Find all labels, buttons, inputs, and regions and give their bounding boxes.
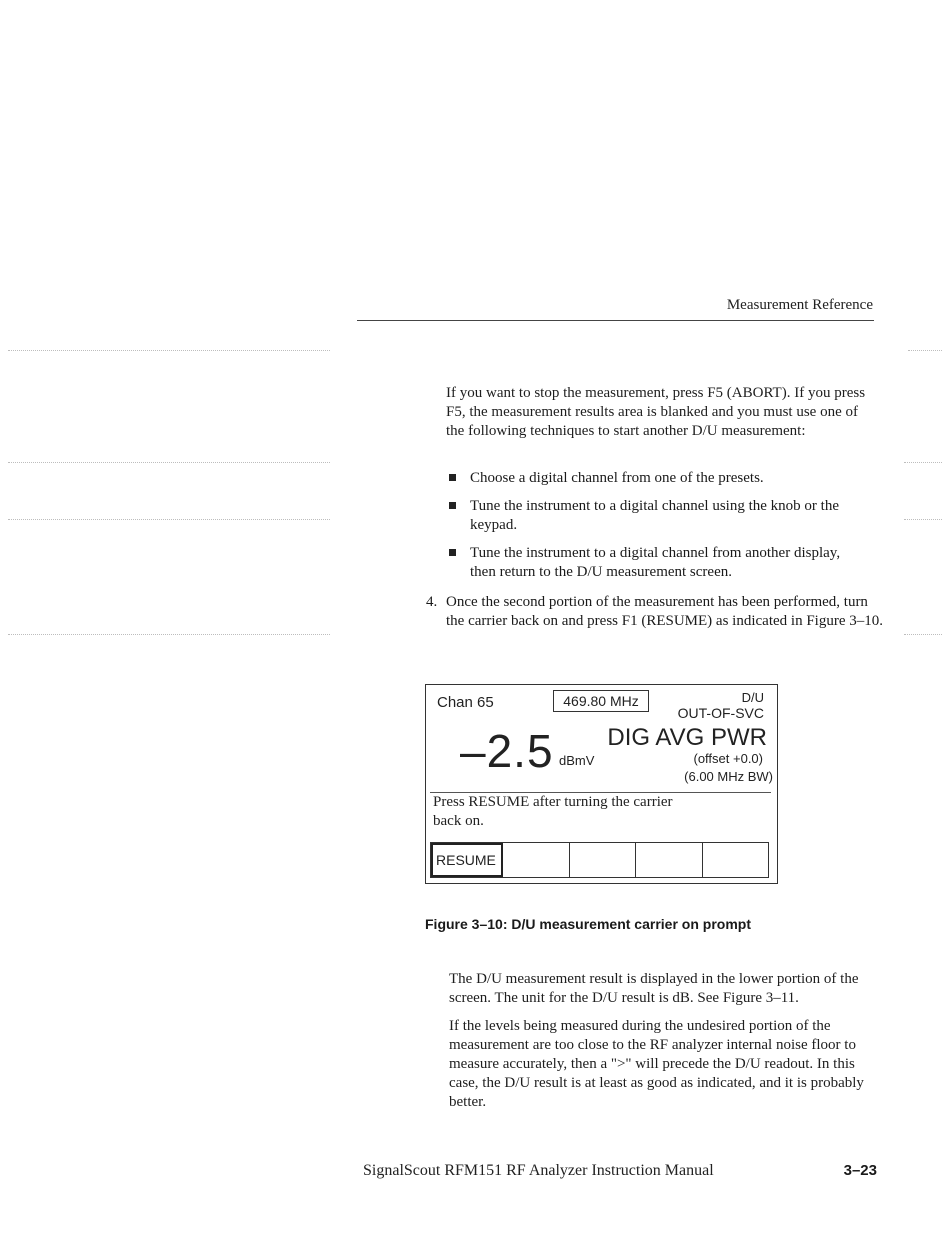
service-status: OUT-OF-SVC [677,705,764,721]
prompt-message: Press RESUME after turning the carrier back on. [433,794,673,829]
reading-unit: dBmV [559,753,595,768]
margin-guide [8,350,330,351]
softkey-3[interactable] [570,843,637,877]
bullet-icon [449,549,456,556]
noise-floor-paragraph: If the levels being measured during the undesired portion of the measurement are too close to the RF analyzer internal noise floor to measure accurately, then a ">" will precede the D/U readout. In this case, the D/U result is at least as good as indicated, and it is probably better. [449,1018,864,1110]
bandwidth-label: (6.00 MHz BW) [684,769,773,784]
figure-caption: Figure 3–10: D/U measurement carrier on prompt [425,916,751,932]
step-text: Once the second portion of the measurement has been performed, turn the carrier back on and press F1 (RESUME) as indicated in Figure 3–10. [446,594,883,629]
channel-label: Chan 65 [437,694,494,711]
margin-guide [8,519,330,520]
softkey-5[interactable] [703,843,769,877]
instrument-screen [425,684,778,884]
margin-guide [8,462,330,463]
intro-paragraph: If you want to stop the measurement, press F5 (ABORT). If you press F5, the measurement results area is blanked and you must use one of the following techniques to start another D/U measurement: [446,385,866,439]
mode-label: DIG AVG PWR [607,724,767,751]
bullet-icon [449,502,456,509]
page-number: 3–23 [843,1162,877,1179]
result-paragraph: The D/U measurement result is displayed in the lower portion of the screen. The unit for the D/U result is dB. See Figure 3–11. [449,971,859,1006]
margin-guide [904,519,942,520]
step-number: 4. [426,594,438,610]
measurement-label: D/U [741,690,764,705]
margin-guide [904,462,942,463]
list-item: Choose a digital channel from one of the presets. [446,469,866,488]
running-header: Measurement Reference [726,297,873,313]
offset-label: (offset +0.0) [693,751,763,766]
softkey-2[interactable] [503,843,570,877]
manual-title: SignalScout RFM151 RF Analyzer Instruction Manual [363,1162,714,1179]
step-4 [426,593,886,631]
power-reading: –2.5 [460,725,554,777]
softkey-resume[interactable]: RESUME [431,843,503,877]
header-rule [357,320,874,321]
technique-list [446,469,866,591]
frequency-readout: 469.80 MHz [553,690,649,712]
list-item: Tune the instrument to a digital channel using the knob or the keypad. [446,497,866,535]
softkey-4[interactable] [636,843,703,877]
softkey-bar [430,842,769,878]
margin-guide [8,634,330,635]
list-item: Tune the instrument to a digital channel from another display, then return to the D/U measurement screen. [446,544,866,582]
margin-guide [904,634,942,635]
margin-guide [908,350,942,351]
bullet-icon [449,474,456,481]
